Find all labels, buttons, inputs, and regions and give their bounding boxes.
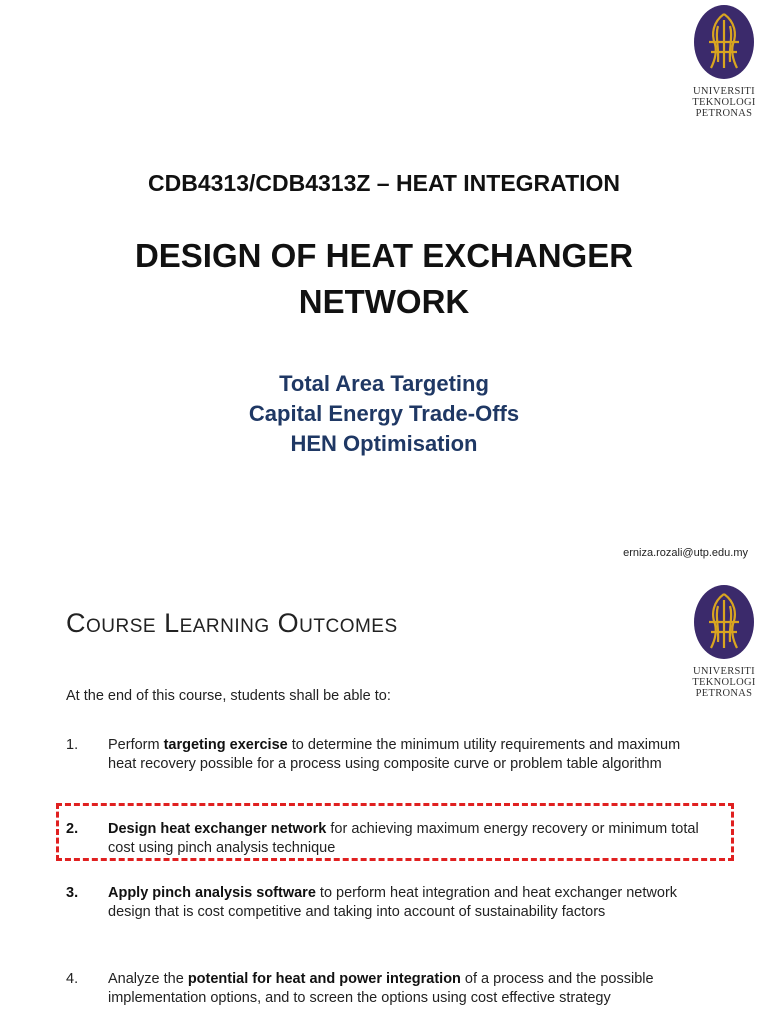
- outcome-number: 3.: [66, 885, 79, 901]
- outcome-number: 1.: [66, 737, 79, 753]
- utp-crest-icon: [693, 4, 755, 80]
- topic-item: HEN Optimisation: [290, 431, 478, 456]
- outcome-item: 1. Perform targeting exercise to determine the minimum utility requirements and maximum heat recovery possible for a process using composite curve or problem table algorithm: [66, 737, 681, 772]
- course-code: CDB4313/CDB4313Z – HEAT INTEGRATION: [147, 170, 621, 196]
- topics-list: [0, 369, 768, 459]
- author-email: erniza.rozali@utp.edu.my: [623, 547, 748, 559]
- topic-item: Total Area Targeting: [279, 371, 489, 396]
- outcome-number: 2.: [66, 821, 79, 837]
- logo-text: UNIVERSITI TEKNOLOGI PETRONAS: [692, 86, 756, 119]
- outcome-item: 2. Design heat exchanger network for achieving maximum energy recovery or minimum total cost using pinch analysis technique: [66, 821, 699, 856]
- outcome-item: 4. Analyze the potential for heat and power integration of a process and the possible implementation options, and to screen the options using cost effective strategy: [66, 971, 654, 1006]
- slide-title: Course Learning Outcomes: [66, 608, 398, 638]
- outcome-item: 3. Apply pinch analysis software to perform heat integration and heat exchanger network design that is cost competitive and taking into account of sustainability factors: [66, 885, 678, 920]
- outcome-number: 4.: [66, 971, 79, 987]
- learning-outcomes-slide: [0, 566, 768, 1024]
- utp-crest-icon: [693, 584, 755, 660]
- intro-text: At the end of this course, students shall be able to:: [66, 688, 391, 704]
- topic-item: Capital Energy Trade-Offs: [248, 401, 520, 426]
- utp-logo: [680, 4, 768, 119]
- utp-logo: [680, 584, 768, 699]
- slide-title: DESIGN OF HEAT EXCHANGER NETWORK: [134, 237, 634, 320]
- logo-text: UNIVERSITI TEKNOLOGI PETRONAS: [692, 666, 756, 699]
